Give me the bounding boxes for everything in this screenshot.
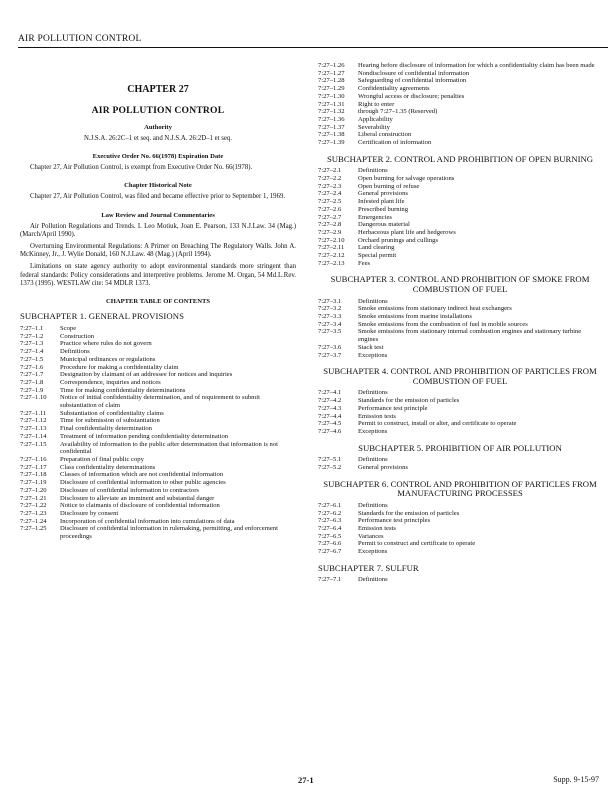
section-title: Stack test — [358, 343, 384, 351]
section-number: 7:27–3.4 — [318, 320, 342, 328]
toc-entry — [318, 214, 602, 222]
section-number: 7:27–1.1 — [20, 325, 44, 333]
toc-entry — [318, 397, 602, 405]
section-title: Wrongful access or disclosure; penalties — [358, 92, 465, 100]
section-number: 7:27–1.21 — [20, 494, 47, 502]
section-number: 7:27–1.5 — [20, 355, 44, 363]
subchapter-4-heading: SUBCHAPTER 4. CONTROL AND PROHIBITION OF PARTICLES FROM COMBUSTION OF FUEL — [323, 366, 597, 386]
toc-entry — [318, 244, 602, 252]
toc-entry — [20, 325, 296, 333]
toc-entry — [20, 471, 296, 479]
section-title: Hearing before disclosure of information for which a confidentiality claim has been made — [358, 62, 595, 69]
toc-entry — [318, 70, 602, 78]
section-title: Availability of information to the public after determination that information is not confidential — [60, 440, 278, 456]
section-title: Practice where rules do not govern — [60, 340, 152, 348]
toc-entry — [318, 344, 602, 352]
page-number: 27-1 — [298, 775, 314, 785]
toc-entry — [318, 548, 602, 556]
section-number: 7:27–4.5 — [318, 420, 342, 428]
section-title: Severability — [358, 123, 390, 131]
section-number: 7:27–1.15 — [20, 440, 47, 448]
historical-note-text: Chapter 27, Air Pollution Control, was filed and became effective prior to September 1, 1969. — [30, 193, 286, 201]
section-number: 7:27–1.22 — [20, 502, 47, 510]
section-title: Orchard prunings and cullings — [358, 236, 439, 244]
section-title: Emergencies — [358, 213, 392, 221]
section-number: 7:27–4.1 — [318, 389, 342, 397]
toc-entry — [20, 479, 296, 487]
section-number: 7:27–1.18 — [20, 471, 47, 479]
section-title: Disclosure to alleviate an imminent and substantial danger — [60, 494, 215, 502]
section-title: Definitions — [358, 501, 388, 509]
section-title: Class confidentiality determinations — [60, 463, 156, 471]
section-title: Exceptions — [358, 427, 388, 435]
section-title: Prescribed burning — [358, 205, 408, 213]
section-number: 7:27–2.12 — [318, 252, 345, 260]
section-title: General provisions — [358, 463, 408, 471]
section-title: General provisions — [358, 190, 408, 198]
subchapter-1-heading: SUBCHAPTER 1. GENERAL PROVISIONS — [20, 311, 185, 322]
section-number: 7:27–3.1 — [318, 297, 342, 305]
section-title: Scope — [60, 325, 77, 333]
section-number: 7:27–2.4 — [318, 190, 342, 198]
toc-entry — [318, 198, 602, 206]
toc-entry — [20, 525, 296, 540]
authority-heading: Authority — [144, 124, 172, 131]
toc-entry — [20, 518, 296, 526]
left-column — [20, 62, 296, 541]
toc-entry — [318, 62, 602, 70]
toc-entry — [20, 379, 296, 387]
toc-entry — [318, 77, 602, 85]
section-title: Permit to construct, install or alter, and certificate to operate — [358, 420, 517, 428]
section-number: 7:27–1.25 — [20, 525, 47, 533]
section-number: 7:27–1.32 — [318, 108, 345, 116]
section-number: 7:27–1.3 — [20, 340, 44, 348]
section-title: Standards for the emission of particles — [358, 509, 460, 517]
toc-entry — [20, 348, 296, 356]
section-number: 7:27–1.12 — [20, 417, 47, 425]
toc-entry — [318, 190, 602, 198]
header-rule — [18, 47, 608, 48]
section-number: 7:27–2.7 — [318, 213, 342, 221]
section-number: 7:27–2.6 — [318, 205, 342, 213]
section-title: Procedure for making a confidentiality claim — [60, 363, 179, 371]
toc-entry — [20, 364, 296, 372]
section-title: Designation by claimant of an addressee for notices and inquiries — [60, 371, 233, 379]
section-title: Special permit — [358, 252, 397, 260]
section-title: Correspondence, inquiries and notices — [60, 378, 161, 386]
section-title: Smoke emissions from the combustion of fuel in mobile sources — [358, 320, 528, 328]
section-number: 7:27–2.1 — [318, 167, 342, 175]
section-number: 7:27–1.13 — [20, 425, 47, 433]
section-title: Performance test principle — [358, 404, 428, 412]
section-title: Final confidentiality determination — [60, 425, 152, 433]
executive-order-text: Chapter 27, Air Pollution Control, is exempt from Executive Order No. 66(1978). — [30, 164, 253, 172]
section-title: through 7:27–1.35 (Reserved) — [358, 108, 438, 116]
section-title: Certification of information — [358, 139, 432, 147]
section-title: Notice of initial confidentiality determination, and of requirement to submit substantiation of claim — [60, 394, 260, 410]
toc-entry — [318, 405, 602, 413]
section-number: 7:27–3.3 — [318, 313, 342, 321]
section-number: 7:27–6.3 — [318, 517, 342, 525]
section-title: Disclosure by consent — [60, 509, 119, 517]
section-title: Disclosure of confidential information in rulemaking, permitting, and enforcement proceedings — [60, 525, 278, 541]
section-number: 7:27–2.5 — [318, 198, 342, 206]
section-title: Exceptions — [358, 351, 388, 359]
section-title: Incorporation of confidential information into cumulations of data — [60, 517, 235, 525]
toc-entry — [318, 456, 602, 464]
subchapter-7-list — [318, 576, 602, 584]
toc-entry — [318, 510, 602, 518]
section-number: 7:27–2.13 — [318, 259, 345, 267]
section-title: Nondisclosure of confidential information — [358, 69, 470, 77]
law-review-entry: Air Pollution Regulations and Trends. I. Leo Motiuk, Joan E. Pearson, 133 N.J.Law. 34 (Mag.) (March/April 1990). — [20, 222, 296, 238]
chapter-number: CHAPTER 27 — [127, 84, 189, 95]
authority-text: N.J.S.A. 26:2C–1 et seq. and N.J.S.A. 26:2D–1 et seq. — [83, 135, 233, 142]
section-title: Smoke emissions from stationary indirect heat exchangers — [358, 305, 512, 313]
section-number: 7:27–1.29 — [318, 85, 345, 93]
section-number: 7:27–2.10 — [318, 236, 345, 244]
toc-entry — [318, 229, 602, 237]
toc-entry — [318, 183, 602, 191]
section-title: Open burning for salvage operations — [358, 175, 455, 183]
toc-entry — [318, 108, 602, 116]
section-title: Construction — [60, 332, 95, 340]
toc-entry — [20, 333, 296, 341]
section-number: 7:27–1.2 — [20, 332, 44, 340]
toc-entry — [20, 394, 296, 409]
toc-entry — [318, 525, 602, 533]
subchapter-1-continued-list — [318, 62, 602, 147]
section-title: Applicability — [358, 115, 393, 123]
section-title: Notice to claimants of disclosure of confidential information — [60, 502, 220, 510]
toc-entry — [318, 131, 602, 139]
section-number: 7:27–1.9 — [20, 386, 44, 394]
section-number: 7:27–7.1 — [318, 576, 342, 584]
toc-entry — [318, 328, 602, 343]
toc-entry — [318, 124, 602, 132]
section-title: Smoke emissions from marine installations — [358, 313, 472, 321]
subchapter-6-heading: SUBCHAPTER 6. CONTROL AND PROHIBITION OF PARTICLES FROM MANUFACTURING PROCESSES — [323, 478, 597, 499]
toc-entry — [318, 464, 602, 472]
subchapter-6-list — [318, 502, 602, 556]
subchapter-5-list — [318, 456, 602, 471]
toc-heading: CHAPTER TABLE OF CONTENTS — [105, 298, 211, 306]
section-title: Liberal construction — [358, 131, 412, 139]
toc-entry — [318, 260, 602, 268]
right-column — [318, 62, 602, 584]
section-title: Definitions — [358, 167, 388, 175]
section-number: 7:27–6.4 — [318, 524, 342, 532]
toc-entry — [318, 428, 602, 436]
section-title: Disclosure of confidential information to contractors — [60, 486, 199, 494]
toc-entry — [20, 371, 296, 379]
toc-entry — [318, 206, 602, 214]
section-title: Variances — [358, 532, 384, 540]
section-number: 7:27–1.30 — [318, 92, 345, 100]
section-number: 7:27–1.17 — [20, 463, 47, 471]
section-title: Definitions — [60, 348, 90, 356]
toc-entry — [318, 101, 602, 109]
section-number: 7:27–6.1 — [318, 501, 342, 509]
section-number: 7:27–5.1 — [318, 456, 342, 464]
section-number: 7:27–4.2 — [318, 397, 342, 405]
toc-entry — [318, 517, 602, 525]
section-title: Emission tests — [358, 524, 396, 532]
section-number: 7:27–6.6 — [318, 540, 342, 548]
section-title: Emission tests — [358, 412, 396, 420]
section-title: Disclosure of confidential information to other public agencies — [60, 479, 226, 487]
section-title: Standards for the emission of particles — [358, 397, 460, 405]
section-number: 7:27–1.36 — [318, 115, 345, 123]
section-number: 7:27–1.38 — [318, 131, 345, 139]
section-number: 7:27–3.7 — [318, 351, 342, 359]
toc-entry — [318, 93, 602, 101]
section-number: 7:27–2.2 — [318, 175, 342, 183]
section-title: Confidentiality agreements — [358, 85, 430, 93]
section-number: 7:27–1.28 — [318, 77, 345, 85]
section-number: 7:27–1.6 — [20, 363, 44, 371]
section-number: 7:27–1.16 — [20, 455, 47, 463]
section-title: Substantiation of confidentiality claims — [60, 409, 164, 417]
law-review-entry: Overturning Environmental Regulations: A Primer on Breaching The Regulatory Walls. John A. McKinney, Jr., J. Wylie Donald, 160 N.J.Law. 48 (Mag.) (April 1994). — [20, 243, 296, 259]
section-number: 7:27–2.11 — [318, 244, 345, 252]
subchapter-7-heading: SUBCHAPTER 7. SULFUR — [318, 562, 419, 573]
toc-entry — [318, 352, 602, 360]
section-number: 7:27–3.5 — [318, 328, 342, 336]
toc-entry — [20, 495, 296, 503]
section-number: 7:27–1.7 — [20, 371, 44, 379]
section-title: Definitions — [358, 389, 388, 397]
section-title: Safeguarding of confidential information — [358, 77, 467, 85]
section-title: Dangerous material — [358, 221, 410, 229]
section-title: Municipal ordinances or regulations — [60, 355, 156, 363]
toc-entry — [318, 533, 602, 541]
section-number: 7:27–4.6 — [318, 427, 342, 435]
subchapter-5-heading: SUBCHAPTER 5. PROHIBITION OF AIR POLLUTION — [358, 442, 562, 453]
section-number: 7:27–6.2 — [318, 509, 342, 517]
section-title: Infested plant life — [358, 198, 405, 206]
section-title: Fees — [358, 259, 371, 267]
section-title: Treatment of information pending confidentiality determination — [60, 432, 229, 440]
toc-entry — [20, 487, 296, 495]
toc-entry — [318, 175, 602, 183]
section-title: Land clearing — [358, 244, 395, 252]
subchapter-3-heading: SUBCHAPTER 3. CONTROL AND PROHIBITION OF SMOKE FROM COMBUSTION OF FUEL — [330, 274, 590, 295]
section-number: 7:27–2.8 — [318, 221, 342, 229]
section-number: 7:27–4.3 — [318, 404, 342, 412]
toc-entry — [20, 356, 296, 364]
section-number: 7:27–3.2 — [318, 305, 342, 313]
supplement-date: Supp. 9-15-97 — [553, 775, 599, 784]
toc-entry — [318, 252, 602, 260]
toc-entry — [318, 389, 602, 397]
section-title: Time for making confidentiality determinations — [60, 386, 186, 394]
toc-entry — [318, 321, 602, 329]
toc-entry — [20, 441, 296, 456]
running-head: AIR POLLUTION CONTROL — [18, 34, 142, 44]
section-number: 7:27–6.5 — [318, 532, 342, 540]
toc-entry — [20, 417, 296, 425]
section-title: Definitions — [358, 576, 388, 584]
toc-entry — [318, 540, 602, 548]
section-title: Classes of information which are not confidential information — [60, 471, 224, 479]
toc-entry — [318, 85, 602, 93]
toc-entry — [318, 139, 602, 147]
toc-entry — [318, 167, 602, 175]
toc-entry — [20, 464, 296, 472]
section-title: Permit to construct and certificate to operate — [358, 540, 476, 548]
section-title: Exceptions — [358, 548, 388, 556]
section-number: 7:27–2.9 — [318, 228, 342, 236]
section-title: Performance test principles — [358, 517, 431, 525]
toc-entry — [318, 305, 602, 313]
chapter-title: AIR POLLUTION CONTROL — [91, 105, 225, 116]
toc-entry — [20, 387, 296, 395]
section-number: 7:27–1.27 — [318, 69, 345, 77]
section-title: Open burning of refuse — [358, 182, 420, 190]
section-title: Smoke emissions from stationary internal combustion engines and stationary turbine engines — [358, 328, 582, 344]
section-number: 7:27–6.7 — [318, 548, 342, 556]
section-title: Herbaceous plant life and hedgerows — [358, 228, 456, 236]
toc-entry — [20, 410, 296, 418]
section-number: 7:27–1.10 — [20, 394, 47, 402]
toc-entry — [20, 425, 296, 433]
section-number: 7:27–3.6 — [318, 343, 342, 351]
subchapter-1-list — [20, 325, 296, 541]
section-number: 7:27–1.8 — [20, 378, 44, 386]
section-number: 7:27–1.26 — [318, 62, 345, 69]
toc-entry — [318, 237, 602, 245]
section-number: 7:27–1.11 — [20, 409, 47, 417]
toc-entry — [318, 413, 602, 421]
law-review-heading: Law Review and Journal Commentaries — [101, 211, 215, 219]
toc-entry — [20, 510, 296, 518]
section-number: 7:27–1.4 — [20, 348, 44, 356]
toc-entry — [318, 116, 602, 124]
toc-entry — [20, 340, 296, 348]
section-number: 7:27–1.24 — [20, 517, 47, 525]
toc-entry — [318, 313, 602, 321]
section-number: 7:27–1.23 — [20, 509, 47, 517]
section-number: 7:27–1.31 — [318, 100, 345, 108]
section-number: 7:27–1.14 — [20, 432, 47, 440]
section-number: 7:27–2.3 — [318, 182, 342, 190]
section-title: Definitions — [358, 297, 388, 305]
toc-entry — [318, 420, 602, 428]
section-number: 7:27–1.37 — [318, 123, 345, 131]
subchapter-4-list — [318, 389, 602, 435]
toc-entry — [318, 576, 602, 584]
law-review-entry: Limitations on state agency authority to adopt environmental standards more stringent than federal standards: Policy considerations and interpretive problems. Jerome M. Organ, 54 Md.L.Rev. 1373 (1995). WESTLAW cite: 54 MDLR 1373. — [20, 263, 296, 287]
section-number: 7:27–1.39 — [318, 139, 345, 147]
subchapter-2-heading: SUBCHAPTER 2. CONTROL AND PROHIBITION OF OPEN BURNING — [326, 153, 594, 164]
executive-order-heading: Executive Order No. 66(1978) Expiration Date — [92, 153, 224, 161]
toc-entry — [318, 502, 602, 510]
section-title: Right to enter — [358, 100, 395, 108]
section-number: 7:27–1.20 — [20, 486, 47, 494]
toc-entry — [20, 433, 296, 441]
subchapter-2-list — [318, 167, 602, 267]
section-number: 7:27–1.19 — [20, 479, 47, 487]
section-title: Time for submission of substantiation — [60, 417, 160, 425]
section-number: 7:27–4.4 — [318, 412, 342, 420]
toc-entry — [20, 502, 296, 510]
historical-note-heading: Chapter Historical Note — [124, 182, 192, 190]
toc-entry — [20, 456, 296, 464]
toc-entry — [318, 221, 602, 229]
section-title: Preparation of final public copy — [60, 455, 144, 463]
section-title: Definitions — [358, 456, 388, 464]
subchapter-3-list — [318, 298, 602, 360]
section-number: 7:27–5.2 — [318, 463, 342, 471]
toc-entry — [318, 298, 602, 306]
